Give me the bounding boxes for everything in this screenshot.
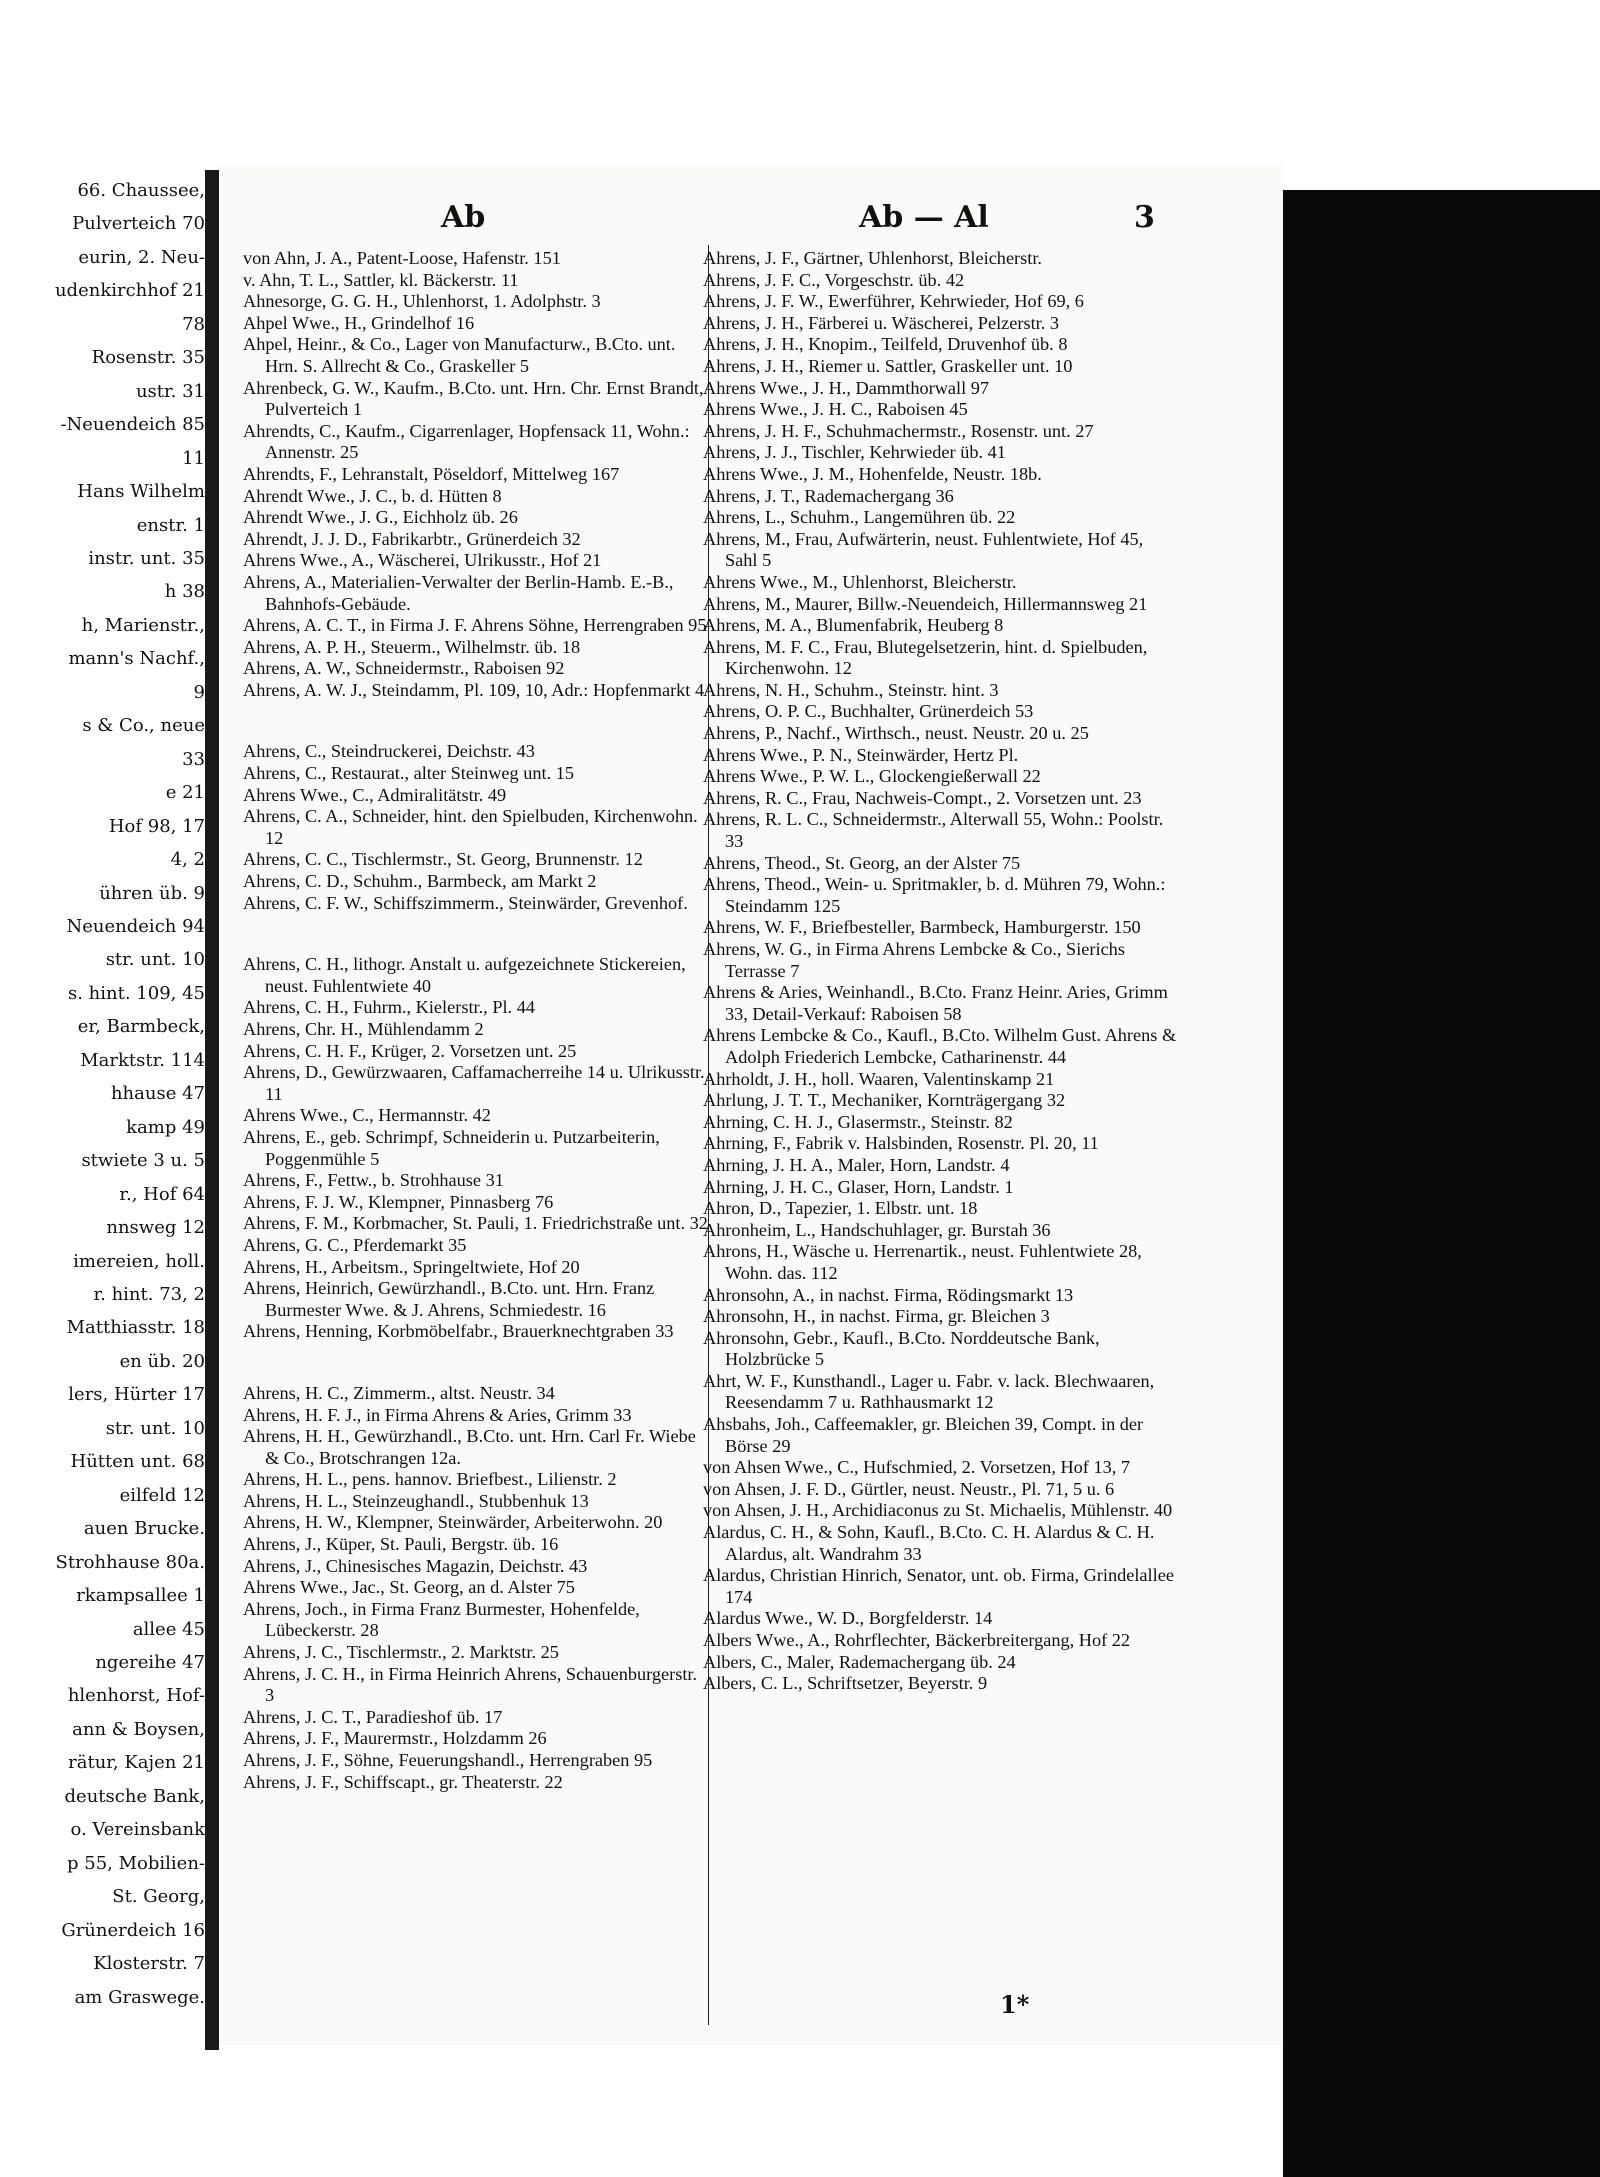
directory-entry: Ahrens, W. G., in Firma Ahrens Lembcke & Co., Sierichs Terrasse 7 — [703, 939, 1125, 981]
directory-entry: Ahrens, F. M., Korbmacher, St. Pauli, 1. Friedrichstraße unt. 32 — [243, 1213, 708, 1234]
left-page-line: ustr. 31 — [135, 381, 205, 402]
directory-entry: Alardus, C. H., & Sohn, Kaufl., B.Cto. C. H. Alardus & C. H. Alardus, alt. Wandrahm 33 — [703, 1522, 1155, 1564]
directory-entry: von Ahsen, J. F. D., Gürtler, neust. Neustr., Pl. 71, 5 u. 6 — [703, 1478, 1115, 1499]
directory-entry: Ahrens Wwe., P. N., Steinwärder, Hertz Pl. — [703, 744, 1019, 765]
header-left: Ab — [441, 200, 486, 235]
directory-entry: Ahrens, C. H., lithogr. Anstalt u. aufgezeichnete Stickereien, neust. Fuhlentwiete 40 — [243, 954, 686, 996]
directory-entry: Ahpel, Heinr., & Co., Lager von Manufacturw., B.Cto. unt. Hrn. S. Allrecht & Co., Graskeller 5 — [243, 334, 676, 376]
directory-entry: Ahrens, A. W. J., Steindamm, Pl. 109, 10, Adr.: Hopfenmarkt 4 — [243, 679, 705, 700]
left-page-line: s. hint. 109, 45 — [67, 983, 205, 1004]
directory-entry: Alardus Wwe., W. D., Borgfelderstr. 14 — [703, 1608, 993, 1629]
directory-entry: Ahrens, J. F. C., Vorgeschstr. üb. 42 — [703, 269, 965, 290]
left-page-line: Strohhause 80a. — [55, 1552, 205, 1573]
left-page-line: lers, Hürter 17 — [68, 1384, 205, 1405]
directory-entry: Ahrens, Theod., Wein- u. Spritmakler, b. d. Mühren 79, Wohn.: Steindamm 125 — [703, 874, 1166, 916]
directory-entry: Ahronsohn, A., in nachst. Firma, Rödingsmarkt 13 — [703, 1284, 1074, 1305]
entry-gap — [243, 930, 708, 938]
directory-entry: Ahrens, E., geb. Schrimpf, Schneiderin u. Putzarbeiterin, Poggenmühle 5 — [243, 1126, 660, 1169]
directory-entry: Ahrens, O. P. C., Buchhalter, Grünerdeich 53 — [703, 701, 1034, 722]
directory-entry: Ahrens Wwe., Jac., St. Georg, an d. Alster 75 — [243, 1577, 575, 1598]
directory-entry: Ahrens, C. H., Fuhrm., Kielerstr., Pl. 44 — [243, 997, 535, 1018]
left-page-line: eurin, 2. Neu- — [78, 247, 205, 268]
directory-entry: Ahrens Wwe., C., Hermannstr. 42 — [243, 1105, 491, 1126]
directory-entry: Ahrens, J. F., Gärtner, Uhlenhorst, Bleicherstr. — [703, 248, 1042, 268]
entry-gap — [243, 1359, 708, 1367]
directory-entry: Ahrens, H. W., Klempner, Steinwärder, Arbeiterwohn. 20 — [243, 1512, 663, 1533]
directory-entry: Ahrens, M., Frau, Aufwärterin, neust. Fuhlentwiete, Hof 45, Sahl 5 — [703, 528, 1144, 571]
left-page-line: auen Brucke. — [83, 1518, 205, 1539]
directory-entry: Ahrens, J. F. W., Ewerführer, Kehrwieder, Hof 69, 6 — [703, 291, 1084, 312]
left-page-line: stwiete 3 u. 5 — [81, 1150, 205, 1171]
directory-entry: Ahrens, R. C., Frau, Nachweis-Compt., 2. Vorsetzen unt. 23 — [703, 787, 1142, 808]
book-gutter — [205, 170, 219, 2050]
left-page-line: Matthiasstr. 18 — [66, 1317, 205, 1338]
directory-entry: Ahrens, J. C. T., Paradieshof üb. 17 — [243, 1706, 503, 1727]
left-page-line: St. Georg, — [112, 1886, 205, 1907]
left-page-line: 9 — [193, 682, 205, 703]
left-page-line: 11 — [182, 448, 205, 469]
directory-entry: Ahrendt Wwe., J. C., b. d. Hütten 8 — [243, 485, 502, 506]
directory-entry: Albers, C., Maler, Rademachergang üb. 24 — [703, 1651, 1016, 1672]
left-page-line: str. unt. 10 — [105, 949, 205, 970]
left-page-line: 66. Chaussee, — [77, 180, 205, 201]
directory-entry: Ahnesorge, G. G. H., Uhlenhorst, 1. Adolphstr. 3 — [243, 291, 601, 312]
left-page-fragment — [0, 180, 205, 2040]
directory-entry: Ahrens, H. C., Zimmerm., altst. Neustr. 34 — [243, 1382, 555, 1403]
left-page-line: 78 — [182, 314, 205, 335]
directory-entry: Ahrens, Theod., St. Georg, an der Alster 75 — [703, 852, 1021, 873]
left-page-line: Hof 98, 17 — [108, 816, 205, 837]
directory-entry: Ahrens, J. H., Färberei u. Wäscherei, Pelzerstr. 3 — [703, 312, 1060, 333]
left-page-line: mann's Nachf., — [68, 648, 205, 669]
directory-entry: Ahrens, Henning, Korbmöbelfabr., Brauerknechtgraben 33 — [243, 1321, 674, 1342]
left-page-line: Rosenstr. 35 — [91, 347, 205, 368]
left-page-line: Neuendeich 94 — [66, 916, 205, 937]
left-page-line: rkampsallee 1 — [76, 1585, 205, 1606]
directory-entry: Ahrens, R. L. C., Schneidermstr., Alterwall 55, Wohn.: Poolstr. 33 — [703, 809, 1164, 852]
left-column — [243, 248, 708, 1998]
directory-entry: Ahrt, W. F., Kunsthandl., Lager u. Fabr. v. lack. Blechwaaren, Reesendamm 7 u. Rathhausmarkt 12 — [703, 1370, 1155, 1413]
directory-entry: Ahrens, L., Schuhm., Langemühren üb. 22 — [703, 507, 1016, 528]
left-page-line: str. unt. 10 — [105, 1418, 205, 1439]
directory-entry: Ahrens, H., Arbeitsm., Springeltwiete, Hof 20 — [243, 1256, 580, 1277]
left-page-line: Grünerdeich 16 — [61, 1920, 205, 1941]
left-page-line: ann & Boysen, — [72, 1719, 205, 1740]
directory-entry: Ahrens, M., Maurer, Billw.-Neuendeich, Hillermannsweg 21 — [703, 593, 1148, 614]
directory-entry: Ahsbahs, Joh., Caffeemakler, gr. Bleichen 39, Compt. in der Börse 29 — [703, 1414, 1144, 1456]
directory-entry: Ahrens, J. F., Maurermstr., Holzdamm 26 — [243, 1728, 547, 1749]
left-page-line: e 21 — [165, 782, 205, 803]
directory-entry: Ahrens, C. H. F., Krüger, 2. Vorsetzen unt. 25 — [243, 1040, 577, 1061]
left-page-line: h 38 — [164, 581, 205, 602]
left-page-line: am Graswege. — [74, 1987, 205, 2008]
running-header — [219, 200, 1283, 240]
directory-entry: Albers, C. L., Schriftsetzer, Beyerstr. 9 — [703, 1673, 988, 1694]
left-page-line: allee 45 — [132, 1619, 205, 1640]
page-number: 3 — [1134, 200, 1155, 235]
directory-entry: Ahrens Wwe., A., Wäscherei, Ulrikusstr., Hof 21 — [243, 550, 602, 571]
left-page-line: en üb. 20 — [119, 1351, 205, 1372]
left-page-line: -Neuendeich 85 — [60, 414, 205, 435]
left-page-line: hhause 47 — [110, 1083, 205, 1104]
directory-entry: Ahrenbeck, G. W., Kaufm., B.Cto. unt. Hrn. Chr. Ernst Brandt, Pulverteich 1 — [243, 377, 704, 420]
left-page-line: Hans Wilhelm — [77, 481, 205, 502]
directory-entry: Ahrens, F., Fettw., b. Strohhause 31 — [243, 1170, 504, 1191]
left-page-line: r., Hof 64 — [119, 1184, 205, 1205]
directory-entry: Ahrens, A. P. H., Steuerm., Wilhelmstr. üb. 18 — [243, 636, 581, 657]
left-page-line: h, Marienstr., — [81, 615, 205, 636]
directory-entry: Ahrens, J. H., Riemer u. Sattler, Graskeller unt. 10 — [703, 355, 1073, 376]
directory-entry: Ahrons, H., Wäsche u. Herrenartik., neust. Fuhlentwiete 28, Wohn. das. 112 — [703, 1241, 1142, 1283]
directory-entry: Ahrens, J. C. H., in Firma Heinrich Ahrens, Schauenburgerstr. 3 — [243, 1663, 698, 1706]
directory-entry: Ahrens, A. C. T., in Firma J. F. Ahrens Söhne, Herrengraben 95 — [243, 615, 707, 636]
directory-entry: Ahrens, C., Restaurat., alter Steinweg unt. 15 — [243, 763, 575, 784]
directory-entry: Ahrens, J. C., Tischlermstr., 2. Marktstr. 25 — [243, 1642, 559, 1663]
directory-entry: Ahrens, A., Materialien-Verwalter der Berlin-Hamb. E.-B., Bahnhofs-Gebäude. — [243, 571, 674, 614]
directory-entry: Ahrning, C. H. J., Glasermstr., Steinstr. 82 — [703, 1111, 1013, 1132]
left-page-line: Pulverteich 70 — [72, 213, 205, 234]
directory-entry: Ahrning, J. H. A., Maler, Horn, Landstr. 4 — [703, 1154, 1010, 1175]
left-page-line: 33 — [182, 749, 205, 770]
directory-entry: v. Ahn, T. L., Sattler, kl. Bäckerstr. 11 — [243, 269, 519, 290]
left-page-line: p 55, Mobilien- — [67, 1853, 205, 1874]
left-page-line: 4, 2 — [170, 849, 205, 870]
directory-entry: Alardus, Christian Hinrich, Senator, unt. ob. Firma, Grindelallee 174 — [703, 1565, 1174, 1607]
directory-entry: Ahrens & Aries, Weinhandl., B.Cto. Franz Heinr. Aries, Grimm 33, Detail-Verkauf: Raboisen 58 — [703, 982, 1168, 1024]
directory-entry: Ahrens, J., Küper, St. Pauli, Bergstr. üb. 16 — [243, 1534, 559, 1555]
directory-entry: von Ahsen Wwe., C., Hufschmied, 2. Vorsetzen, Hof 13, 7 — [703, 1457, 1131, 1478]
directory-entry: Ahronsohn, Gebr., Kaufl., B.Cto. Norddeutsche Bank, Holzbrücke 5 — [703, 1327, 1100, 1370]
directory-entry: Ahrning, J. H. C., Glaser, Horn, Landstr. 1 — [703, 1176, 1014, 1197]
directory-entry: Ahrendts, C., Kaufm., Cigarrenlager, Hopfensack 11, Wohn.: Annenstr. 25 — [243, 420, 690, 463]
directory-entry: Ahrens, J. H. F., Schuhmachermstr., Rosenstr. unt. 27 — [703, 420, 1094, 441]
directory-entry: Ahrens, Joch., in Firma Franz Burmester, Hohenfelde, Lübeckerstr. 28 — [243, 1598, 640, 1641]
left-page-line: rätur, Kajen 21 — [68, 1752, 205, 1773]
left-page-line: er, Barmbeck, — [77, 1016, 205, 1037]
directory-entry: Ahrholdt, J. H., holl. Waaren, Valentinskamp 21 — [703, 1068, 1055, 1089]
left-page-line: r. hint. 73, 2 — [93, 1284, 205, 1305]
directory-entry: Ahrens, D., Gewürzwaaren, Caffamacherreihe 14 u. Ulrikusstr. 11 — [243, 1062, 705, 1104]
directory-entry: Ahrens, M. A., Blumenfabrik, Heuberg 8 — [703, 615, 1004, 636]
left-page-line: ngereihe 47 — [95, 1652, 205, 1673]
left-page-line: instr. unt. 35 — [88, 548, 205, 569]
directory-entry: Ahrens, H. F. J., in Firma Ahrens & Aries, Grimm 33 — [243, 1404, 632, 1425]
right-column — [703, 248, 1178, 1998]
left-page-line: Klosterstr. 7 — [93, 1953, 205, 1974]
directory-entry: Ahrens Wwe., C., Admiralitätstr. 49 — [243, 784, 507, 805]
directory-entry: Ahrlung, J. T. T., Mechaniker, Kornträgergang 32 — [703, 1090, 1066, 1111]
directory-entry: Ahrens, A. W., Schneidermstr., Raboisen 92 — [243, 658, 565, 679]
directory-entry: Albers Wwe., A., Rohrflechter, Bäckerbreitergang, Hof 22 — [703, 1630, 1131, 1650]
left-page-line: kamp 49 — [126, 1117, 205, 1138]
directory-entry: Ahrens, C. A., Schneider, hint. den Spielbuden, Kirchenwohn. 12 — [243, 806, 698, 848]
directory-entry: Ahrens, M. F. C., Frau, Blutegelsetzerin, hint. d. Spielbuden, Kirchenwohn. 12 — [703, 636, 1148, 679]
directory-entry: Ahrens, H. L., pens. hannov. Briefbest., Lilienstr. 2 — [243, 1469, 617, 1490]
directory-entry: Ahrendts, F., Lehranstalt, Pöseldorf, Mittelweg 167 — [243, 463, 620, 484]
directory-entry: Ahrens, P., Nachf., Wirthsch., neust. Neustr. 20 u. 25 — [703, 723, 1089, 744]
left-page-line: eilfeld 12 — [119, 1485, 205, 1506]
directory-entry: Ahrens, G. C., Pferdemarkt 35 — [243, 1234, 467, 1255]
signature-mark: 1* — [1000, 1990, 1030, 2019]
directory-entry: Ahrens, C., Steindruckerei, Deichstr. 43 — [243, 741, 535, 762]
left-page-line: s & Co., neue — [82, 715, 205, 736]
header-right: Ab — Al — [859, 200, 989, 235]
directory-entry: Ahrens, N. H., Schuhm., Steinstr. hint. 3 — [703, 679, 999, 700]
directory-entry: Ahron, D., Tapezier, 1. Elbstr. unt. 18 — [703, 1198, 978, 1219]
directory-entry: Ahrens, W. F., Briefbesteller, Barmbeck, Hamburgerstr. 150 — [703, 917, 1141, 938]
directory-entry: Ahrning, F., Fabrik v. Halsbinden, Rosenstr. Pl. 20, 11 — [703, 1133, 1099, 1154]
directory-entry: Ahrens, J. J., Tischler, Kehrwieder üb. 41 — [703, 442, 1006, 463]
directory-entry: Ahrens, Heinrich, Gewürzhandl., B.Cto. unt. Hrn. Franz Burmester Wwe. & J. Ahrens, Schmiedestr. 16 — [243, 1278, 655, 1320]
directory-entry: Ahrens, J. F., Schiffscapt., gr. Theaterstr. 22 — [243, 1771, 563, 1792]
directory-entry: Ahrens Wwe., J. H. C., Raboisen 45 — [703, 399, 968, 420]
directory-entry: Ahronheim, L., Handschuhlager, gr. Burstah 36 — [703, 1219, 1051, 1240]
directory-entry: Ahrens, C. F. W., Schiffszimmerm., Steinwärder, Grevenhof. — [243, 892, 688, 913]
left-page-line: deutsche Bank, — [64, 1786, 205, 1807]
left-page-line: ühren üb. 9 — [99, 883, 205, 904]
directory-entry: Ahrens, J. F., Söhne, Feuerungshandl., Herrengraben 95 — [243, 1750, 653, 1770]
directory-entry: Ahrens, C. D., Schuhm., Barmbeck, am Markt 2 — [243, 871, 597, 892]
directory-entry: von Ahn, J. A., Patent-Loose, Hafenstr. 151 — [243, 248, 561, 268]
directory-entry: Ahpel Wwe., H., Grindelhof 16 — [243, 312, 475, 333]
directory-entry: Ahronsohn, H., in nachst. Firma, gr. Bleichen 3 — [703, 1306, 1050, 1327]
left-page-line: Hütten unt. 68 — [70, 1451, 205, 1472]
directory-entry: Ahrens, F. J. W., Klempner, Pinnasberg 76 — [243, 1191, 554, 1212]
directory-entry: Ahrens Lembcke & Co., Kaufl., B.Cto. Wilhelm Gust. Ahrens & Adolph Friederich Lembcke, Catharinenstr. 44 — [703, 1025, 1177, 1067]
directory-entry: Ahrens Wwe., M., Uhlenhorst, Bleicherstr. — [703, 571, 1017, 592]
left-page-line: hlenhorst, Hof- — [67, 1685, 205, 1706]
directory-entry: Ahrens, J. H., Knopim., Teilfeld, Druvenhof üb. 8 — [703, 334, 1068, 355]
directory-entry: von Ahsen, J. H., Archidiaconus zu St. Michaelis, Mühlenstr. 40 — [703, 1500, 1173, 1521]
directory-entry: Ahrendt, J. J. D., Fabrikarbtr., Grünerdeich 32 — [243, 528, 581, 549]
left-page-line: Marktstr. 114 — [80, 1050, 205, 1071]
left-page-line: imereien, holl. — [73, 1251, 205, 1272]
left-page-line: enstr. 1 — [136, 515, 205, 536]
directory-entry: Ahrens, J., Chinesisches Magazin, Deichstr. 43 — [243, 1555, 588, 1576]
directory-entry: Ahrens, H. H., Gewürzhandl., B.Cto. unt. Hrn. Carl Fr. Wiebe & Co., Brotschrangen 12a. — [243, 1426, 696, 1468]
directory-entry: Ahrens, H. L., Steinzeughandl., Stubbenhuk 13 — [243, 1490, 589, 1511]
page-edge-shadow — [1283, 190, 1600, 2177]
entry-gap — [243, 717, 708, 725]
directory-entry: Ahrendt Wwe., J. G., Eichholz üb. 26 — [243, 507, 518, 528]
directory-entry: Ahrens, J. T., Rademachergang 36 — [703, 485, 954, 506]
directory-entry: Ahrens, C. C., Tischlermstr., St. Georg, Brunnenstr. 12 — [243, 849, 643, 870]
left-page-line: o. Vereinsbank — [70, 1819, 205, 1840]
directory-entry: Ahrens Wwe., J. M., Hohenfelde, Neustr. 18b. — [703, 463, 1042, 484]
directory-entry: Ahrens, Chr. H., Mühlendamm 2 — [243, 1019, 484, 1039]
left-page-line: udenkirchhof 21 — [54, 280, 205, 301]
left-page-line: nnsweg 12 — [106, 1217, 205, 1238]
directory-entry: Ahrens Wwe., J. H., Dammthorwall 97 — [703, 377, 990, 398]
directory-entry: Ahrens Wwe., P. W. L., Glockengießerwall 22 — [703, 766, 1041, 787]
